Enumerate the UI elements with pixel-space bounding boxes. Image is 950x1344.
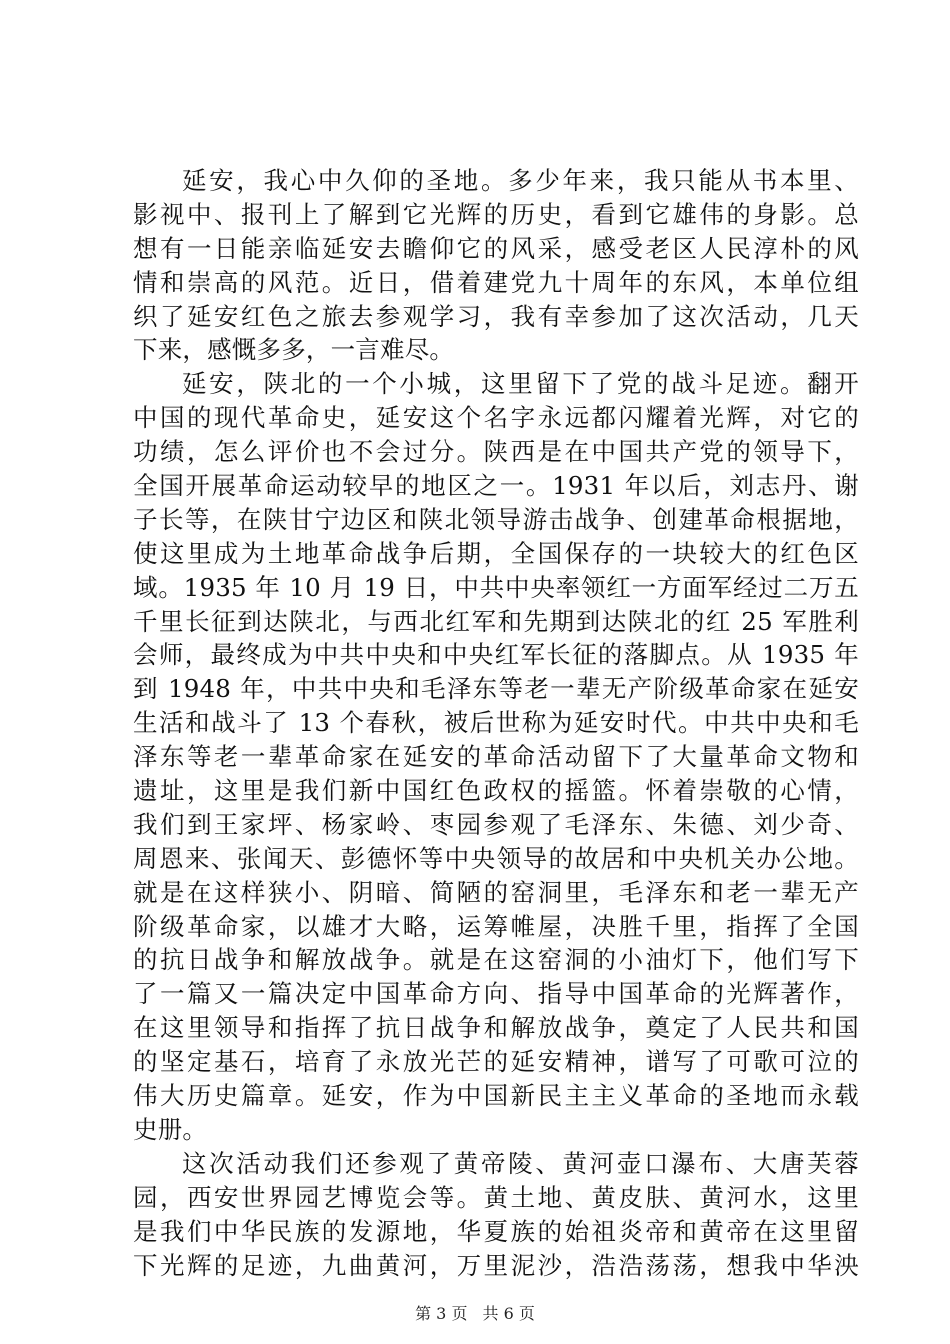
text-line: 了一篇又一篇决定中国革命方向、指导中国革命的光辉著作， xyxy=(133,979,859,1009)
text-line: 下光辉的足迹，九曲黄河，万里泥沙，浩浩荡荡，想我中华泱 xyxy=(133,1250,859,1280)
text-line: 情和崇高的风范。近日，借着建党九十周年的东风，本单位组 xyxy=(133,267,859,297)
text-line: 想有一日能亲临延安去瞻仰它的风采，感受老区人民淳朴的风 xyxy=(133,233,859,263)
paragraph-history xyxy=(133,367,859,1146)
text-line: 我们到王家坪、杨家岭、枣园参观了毛泽东、朱德、刘少奇、 xyxy=(133,809,859,839)
page-footer xyxy=(0,1301,950,1324)
paragraph-visit xyxy=(133,1147,859,1283)
text-line: 的坚定基石，培育了永放光芒的延安精神，谱写了可歌可泣的 xyxy=(133,1047,859,1077)
text-line: 织了延安红色之旅去参观学习，我有幸参加了这次活动，几天 xyxy=(133,301,859,331)
text-line: 史册。 xyxy=(133,1114,208,1144)
text-line: 影视中、报刊上了解到它光辉的历史，看到它雄伟的身影。总 xyxy=(133,199,859,229)
text-line: 泽东等老一辈革命家在延安的革命活动留下了大量革命文物和 xyxy=(133,742,859,772)
text-line: 是我们中华民族的发源地，华夏族的始祖炎帝和黄帝在这里留 xyxy=(133,1216,859,1246)
text-line: 在这里领导和指挥了抗日战争和解放战争，奠定了人民共和国 xyxy=(133,1013,859,1043)
text-line: 延安，陕北的一个小城，这里留下了党的战斗足迹。翻开 xyxy=(182,369,859,399)
text-line: 的抗日战争和解放战争。就是在这窑洞的小油灯下，他们写下 xyxy=(133,945,859,975)
text-line: 使这里成为土地革命战争后期，全国保存的一块较大的红色区 xyxy=(133,538,859,568)
text-line: 生活和战斗了 13 个春秋，被后世称为延安时代。中共中央和毛 xyxy=(133,708,859,738)
text-line: 到 1948 年，中共中央和毛泽东等老一辈无产阶级革命家在延安 xyxy=(133,674,859,704)
text-line: 会师，最终成为中共中央和中央红军长征的落脚点。从 1935 年 xyxy=(133,640,859,670)
text-line: 延安，我心中久仰的圣地。多少年来，我只能从书本里、 xyxy=(182,166,859,195)
text-line: 伟大历史篇章。延安，作为中国新民主主义革命的圣地而永载 xyxy=(133,1081,859,1111)
page-number: 第 3 页 xyxy=(415,1304,468,1323)
text-line: 功绩，怎么评价也不会过分。陕西是在中国共产党的领导下， xyxy=(133,437,859,467)
text-line: 就是在这样狭小、阴暗、简陋的窑洞里，毛泽东和老一辈无产 xyxy=(133,877,859,907)
text-line: 千里长征到达陕北，与西北红军和先期到达陕北的红 25 军胜利 xyxy=(133,606,859,636)
text-line: 遗址，这里是我们新中国红色政权的摇篮。怀着崇敬的心情， xyxy=(133,776,859,806)
text-line: 这次活动我们还参观了黄帝陵、黄河壶口瀑布、大唐芙蓉 xyxy=(182,1148,859,1178)
text-line: 阶级革命家，以雄才大略，运筹帷屋，决胜千里，指挥了全国 xyxy=(133,911,859,941)
page-total: 共 6 页 xyxy=(482,1304,535,1323)
text-line: 周恩来、张闻天、彭德怀等中央领导的故居和中央机关办公地。 xyxy=(133,843,859,873)
text-line: 中国的现代革命史，延安这个名字永远都闪耀着光辉，对它的 xyxy=(133,403,859,433)
text-line: 子长等，在陕甘宁边区和陕北领导游击战争、创建革命根据地， xyxy=(133,504,859,534)
text-line: 下来，感慨多多，一言难尽。 xyxy=(133,335,455,365)
document-body xyxy=(133,164,859,1282)
text-line: 园，西安世界园艺博览会等。黄土地、黄皮肤、黄河水，这里 xyxy=(133,1182,859,1212)
paragraph-intro xyxy=(133,164,859,367)
text-line: 全国开展革命运动较早的地区之一。1931 年以后，刘志丹、谢 xyxy=(133,471,859,501)
text-line: 域。1935 年 10 月 19 日，中共中央率领红一方面军经过二万五 xyxy=(133,572,859,602)
